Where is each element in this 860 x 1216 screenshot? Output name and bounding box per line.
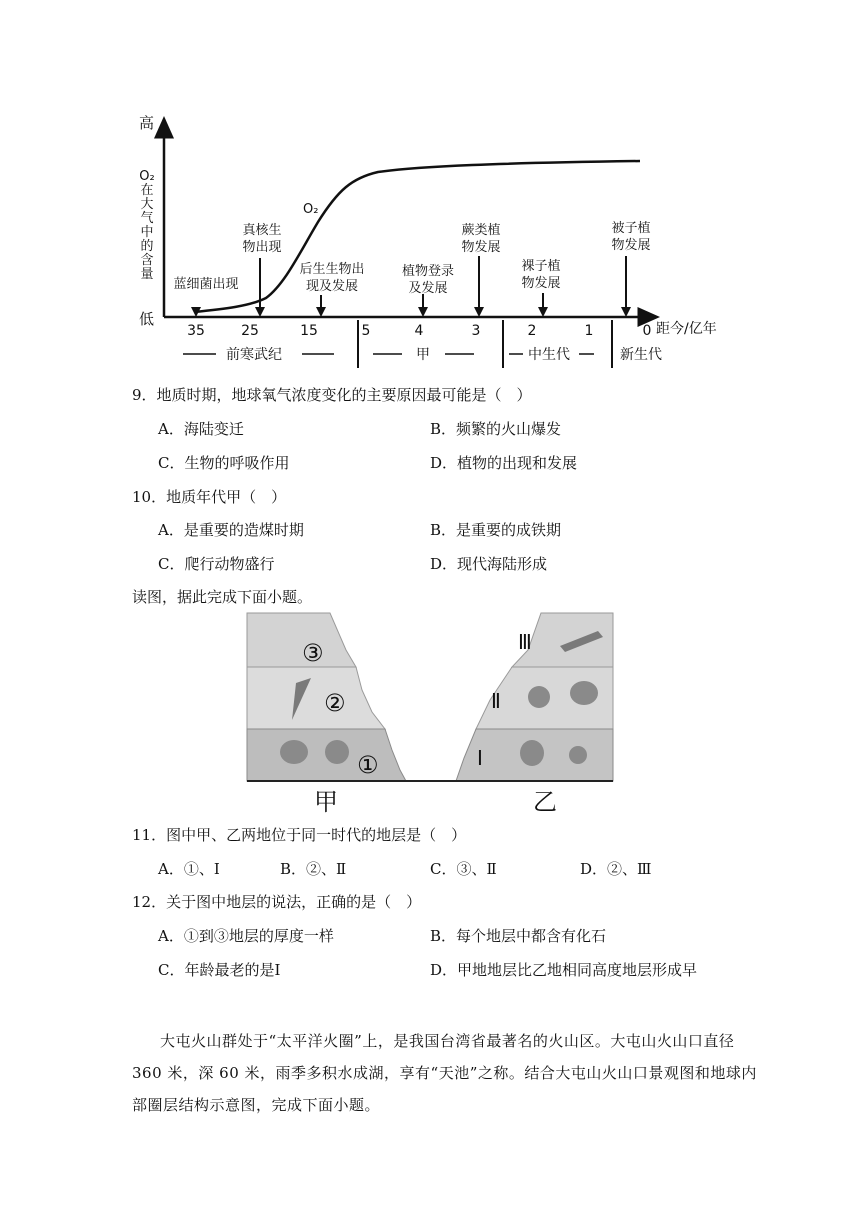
clam-fossil-icon: [280, 740, 308, 764]
event-label: 蕨类植: [461, 223, 501, 238]
left-layer-label-1: ①: [357, 751, 379, 779]
passage-line-1: 大屯火山群处于“太平洋火圈”上，是我国台湾省最著名的火山区。大屯山火山口直径: [160, 1032, 735, 1050]
y-axis-title-char: 在: [140, 183, 154, 198]
left-layer-label-3: ③: [302, 639, 324, 667]
y-axis-title-char: 含: [140, 253, 154, 268]
x-tick-label: 4: [414, 323, 424, 339]
event-label: 物发展: [461, 240, 501, 255]
arrow-down-icon: [316, 307, 326, 317]
q11-option-c: C．③、Ⅱ: [430, 860, 497, 878]
event-label: 及发展: [408, 281, 448, 296]
event-label: 植物登录: [401, 264, 455, 279]
y-axis-title-char: O₂: [139, 169, 155, 184]
q9-stem: 9．地质时期，地球氧气浓度变化的主要原因最可能是（ ）: [132, 386, 532, 404]
event-label: 蓝细菌出现: [173, 277, 239, 292]
event-label: 物出现: [242, 240, 282, 255]
era-label: 甲: [416, 347, 430, 363]
event-label: 裸子植: [521, 259, 561, 274]
y-axis-title-char: 大: [140, 197, 154, 212]
q9-option-b: B．频繁的火山爆发: [430, 420, 562, 438]
event-label: 物发展: [611, 238, 651, 253]
q11-option-b: B．②、Ⅱ: [280, 860, 347, 878]
right-layer-label-2: Ⅱ: [491, 689, 501, 713]
passage-line-2: 360 米，深 60 米，雨季多积水成湖，享有“天池”之称。结合大屯山火山口景观图和地球内: [132, 1064, 757, 1082]
y-bottom-label: 低: [139, 310, 155, 328]
q12-option-d: D．甲地地层比乙地相同高度地层形成早: [430, 961, 698, 979]
right-site-label: 乙: [533, 788, 557, 816]
q10-option-d: D．现代海陆形成: [430, 555, 548, 573]
era-label: 前寒武纪: [226, 347, 282, 363]
arrow-down-icon: [418, 307, 428, 317]
x-unit-label: 距今/亿年: [656, 321, 717, 337]
event-label: 物发展: [521, 276, 561, 291]
q11-option-d: D．②、Ⅲ: [580, 860, 652, 878]
event-markers: [173, 220, 650, 317]
arrow-down-icon: [621, 307, 631, 317]
q10-option-b: B．是重要的成铁期: [430, 521, 562, 539]
strata-diagram: [0, 600, 860, 820]
q9-option-a: A．海陆变迁: [158, 420, 244, 438]
oxygen-chart: [0, 0, 860, 380]
x-tick-label: 1: [584, 323, 594, 339]
event-label: 真核生: [242, 223, 282, 238]
x-tick-label: 3: [471, 323, 481, 339]
x-tick-label: 35: [187, 323, 205, 339]
q11-option-a: A．①、I: [158, 860, 220, 878]
event-label: 被子植: [611, 221, 651, 236]
q11-stem: 11．图中甲、乙两地位于同一时代的地层是（ ）: [132, 826, 467, 844]
y-top-label: 高: [139, 114, 155, 132]
left-site-label: 甲: [314, 788, 338, 816]
x-tick-label: 2: [527, 323, 537, 339]
era-label: 中生代: [528, 347, 570, 363]
x-tick-label: 5: [361, 323, 371, 339]
arrow-down-icon: [538, 307, 548, 317]
q12-option-c: C．年龄最老的是I: [158, 961, 281, 979]
right-layer-label-1: Ⅰ: [477, 746, 483, 770]
y-axis-title-char: 中: [140, 225, 154, 240]
y-axis-title: [139, 169, 154, 282]
q12-option-a: A．①到③地层的厚度一样: [158, 927, 334, 945]
clam-fossil-icon: [520, 740, 544, 766]
arrow-down-icon: [474, 307, 484, 317]
q10-stem: 10．地质年代甲（ ）: [132, 488, 287, 506]
left-layer-label-2: ②: [324, 689, 346, 717]
event-label: 后生生物出: [299, 262, 365, 277]
right-layer-label-3: Ⅲ: [518, 630, 532, 654]
q12-stem: 12．关于图中地层的说法，正确的是（ ）: [132, 893, 422, 911]
x-tick-labels: [187, 323, 651, 339]
arrow-down-icon: [255, 307, 265, 317]
y-axis-title-char: 量: [140, 267, 154, 282]
curve-label: O₂: [303, 202, 319, 217]
x-tick-label: 25: [241, 323, 259, 339]
q10-option-a: A．是重要的造煤时期: [158, 521, 304, 539]
q9-option-c: C．生物的呼吸作用: [158, 454, 290, 472]
passage-line-3: 部圈层结构示意图，完成下面小题。: [132, 1096, 381, 1114]
q12-option-b: B．每个地层中都含有化石: [430, 927, 607, 945]
clam-fossil-icon: [570, 681, 598, 705]
q9-option-d: D．植物的出现和发展: [430, 454, 578, 472]
ammonite-fossil-icon: [569, 746, 587, 764]
left-layer-2: [247, 667, 385, 729]
x-tick-label: 0: [642, 323, 652, 339]
y-axis-title-char: 气: [140, 211, 154, 226]
q10-option-c: C．爬行动物盛行: [158, 555, 275, 573]
ammonite-fossil-icon: [325, 740, 349, 764]
intro-text: 读图，据此完成下面小题。: [132, 588, 313, 606]
y-axis-title-char: 的: [140, 239, 154, 254]
event-label: 现及发展: [305, 279, 359, 294]
ammonite-fossil-icon: [528, 686, 550, 708]
era-label: 新生代: [620, 347, 662, 363]
x-tick-label: 15: [300, 323, 318, 339]
